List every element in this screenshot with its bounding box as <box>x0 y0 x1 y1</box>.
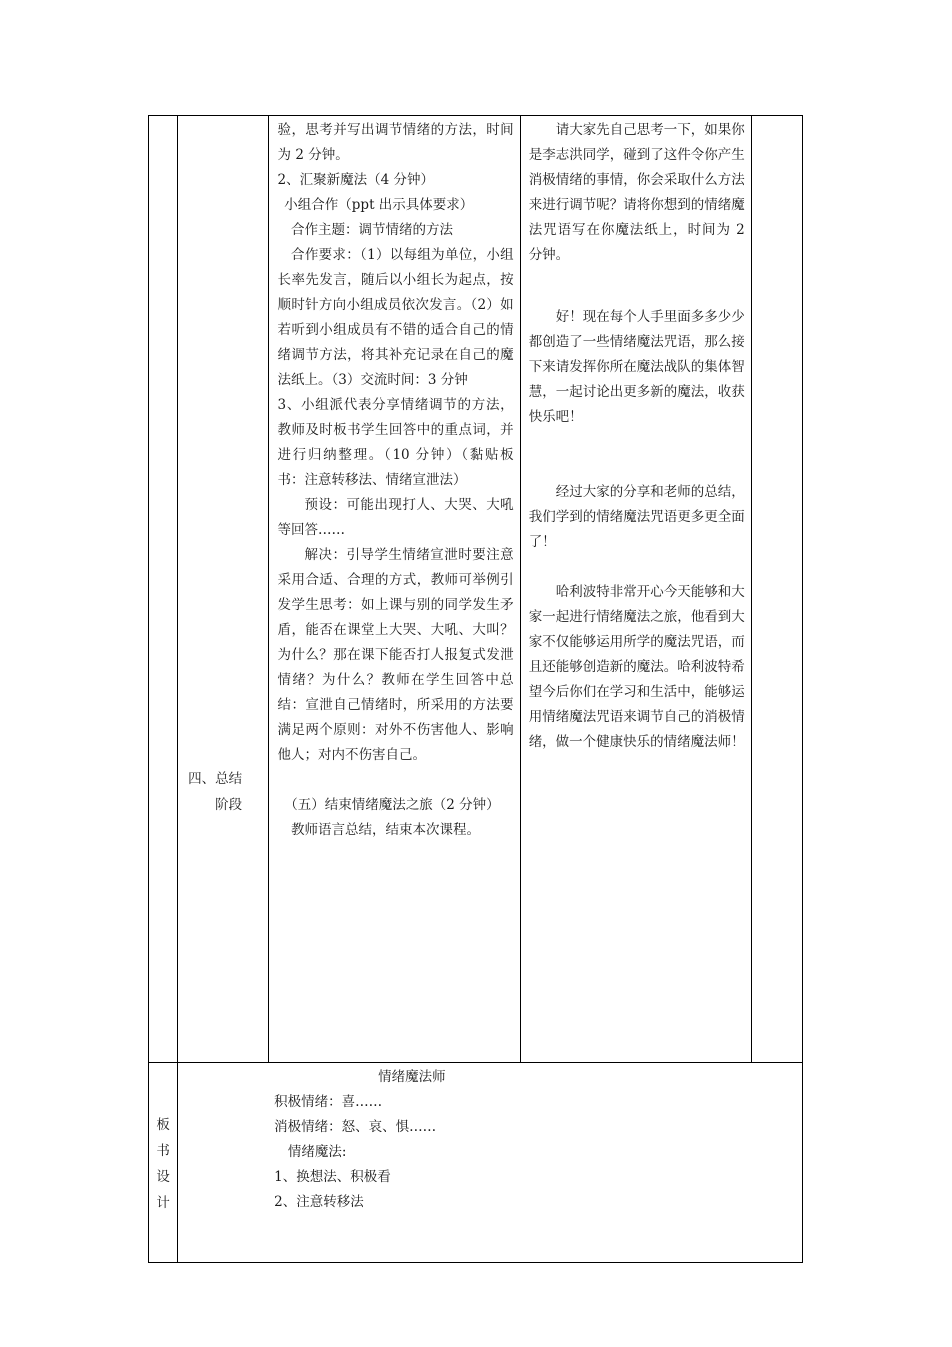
board-line: 情绪魔法: <box>287 1144 347 1160</box>
board-title: 情绪魔法师 <box>378 1069 446 1085</box>
board-label-char: 计 <box>156 1195 170 1211</box>
activity-paragraph: 合作要求：（1）以每组为单位，小组长率先发言，随后以小组长为起点，按顺时针方向小组成员依次发言。（2）如若听到小组成员有不错的适合自己的情绪调节方法，将其补充记录在自己的魔法纸上。（3）交流时间：3 分钟 <box>277 247 514 388</box>
activities-cell <box>268 116 520 1063</box>
teacher-paragraph: 经过大家的分享和老师的总结，我们学到的情绪魔法咒语更多更全面了！ <box>528 484 745 550</box>
activity-paragraph: 小组合作（ppt 出示具体要求） <box>284 197 474 213</box>
teacher-paragraph: 哈利波特非常开心今天能够和大家一起进行情绪魔法之旅，他看到大家不仅能够运用所学的魔法咒语，而且还能够创造新的魔法。哈利波特希望今后你们在学习和生活中，能够运用情绪魔法咒语来调节自己的消极情绪，做一个健康快乐的情绪魔法师！ <box>528 584 745 750</box>
teacher-paragraph: 请大家先自己思考一下，如果你是李志洪同学，碰到了这件令你产生消极情绪的事情，你会采取什么方法来进行调节呢？请将你想到的情绪魔法咒语写在你魔法纸上，时间为 2 分钟。 <box>528 122 745 263</box>
stage-label <box>188 766 242 818</box>
spacer <box>529 430 745 480</box>
stage-label-line2: 阶段 <box>215 797 243 813</box>
board-label-char: 书 <box>156 1143 170 1159</box>
stage-cell <box>178 116 268 1063</box>
board-line: 2、注意转移法 <box>274 1194 364 1210</box>
activity-paragraph: 预设：可能出现打人、大哭、大吼等回答…… <box>277 497 514 538</box>
lesson-plan-table <box>148 115 803 1263</box>
stage-row <box>149 116 803 1063</box>
activity-paragraph: 验，思考并写出调节情绪的方法，时间为 2 分钟。 <box>277 122 514 163</box>
board-line: 1、换想法、积极看 <box>274 1169 391 1185</box>
activity-paragraph: 3、小组派代表分享情绪调节的方法，教师及时板书学生回答中的重点词，并进行归纳整理。（10 分钟）（黏贴板书：注意转移法、情绪宣泄法） <box>277 397 514 488</box>
board-design-row <box>149 1063 803 1263</box>
activity-paragraph: 2、汇聚新魔法（4 分钟） <box>277 172 435 188</box>
board-line: 消极情绪：怒、哀、惧…… <box>274 1119 437 1135</box>
blank-left-cell <box>149 116 178 1063</box>
spacer <box>529 268 745 305</box>
board-design-label <box>149 1063 178 1263</box>
activity-paragraph: （五）结束情绪魔法之旅（2 分钟） <box>284 797 500 813</box>
stage-label-line1: 四、总结 <box>188 771 243 787</box>
board-design-content <box>178 1063 803 1263</box>
activity-paragraph: 解决：引导学生情绪宣泄时要注意采用合适、合理的方式，教师可举例引发学生思考：如上课与别的同学发生矛盾，能否在课堂上大哭、大吼、大叫？为什么？那在课下能否打人报复式发泄情绪？为什么？教师在学生回答中总结：宣泄自己情绪时，所采用的方法要满足两个原则：对外不伤害他人、影响他人；对内不伤害自己。 <box>277 547 514 763</box>
spacer <box>529 555 745 580</box>
board-line: 积极情绪：喜…… <box>274 1094 383 1110</box>
activity-paragraph: 合作主题：调节情绪的方法 <box>291 222 454 238</box>
blank-right-cell <box>751 116 802 1063</box>
board-label-char: 设 <box>156 1169 170 1185</box>
teacher-speech-cell <box>520 116 751 1063</box>
board-label-char: 板 <box>156 1117 170 1133</box>
activity-paragraph: 教师语言总结，结束本次课程。 <box>291 822 481 838</box>
spacer <box>278 768 514 793</box>
teacher-paragraph: 好！现在每个人手里面多多少少都创造了一些情绪魔法咒语，那么接下来请发挥你所在魔法战队的集体智慧，一起讨论出更多新的魔法，收获快乐吧！ <box>528 309 745 425</box>
